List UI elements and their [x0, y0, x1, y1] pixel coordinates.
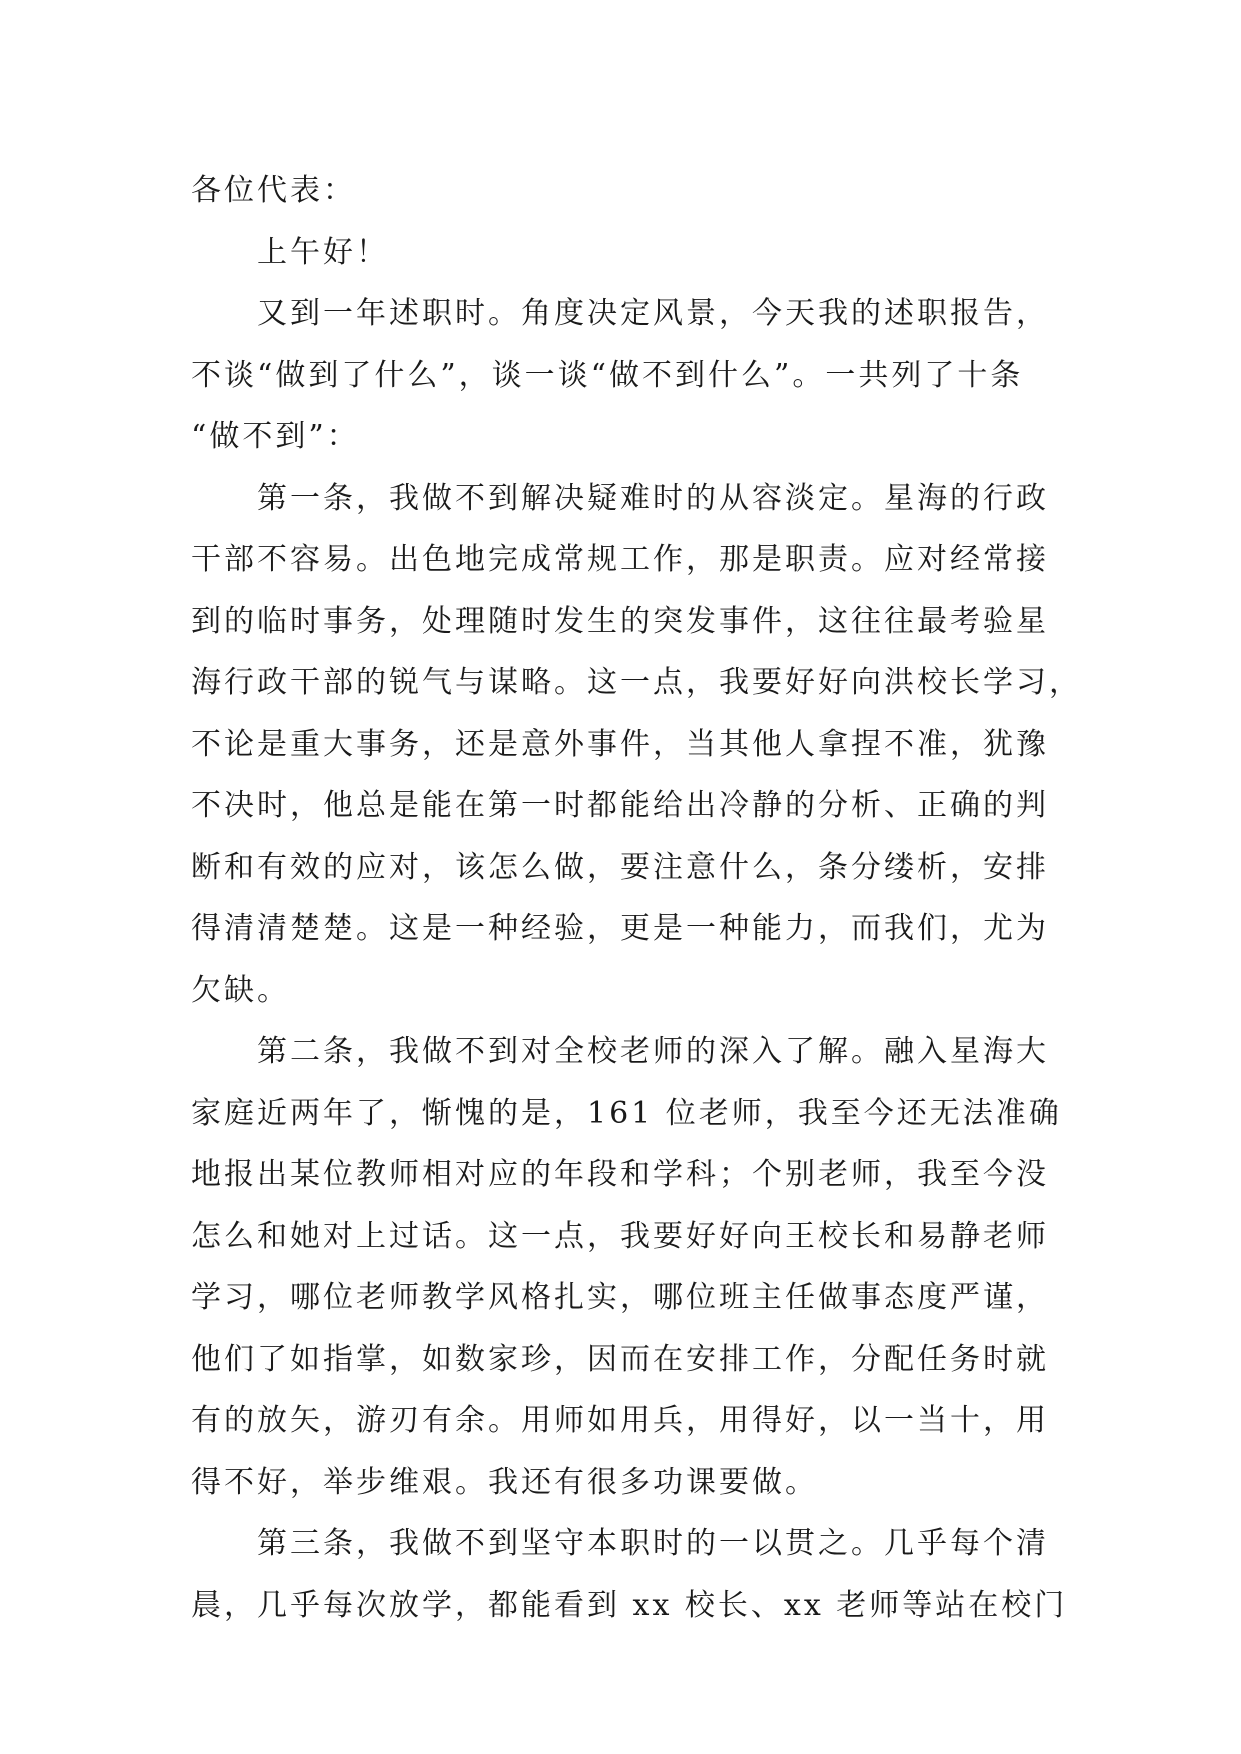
greeting: 上午好！	[257, 234, 389, 270]
paragraph-line: 家庭近两年了，惭愧的是，161 位老师，我至今还无法准确	[191, 1095, 1062, 1131]
paragraph-line: 第一条，我做不到解决疑难时的从容淡定。星海的行政	[257, 480, 1049, 516]
paragraph-line: 得不好，举步维艰。我还有很多功课要做。	[191, 1464, 818, 1500]
paragraph-line: 到的临时事务，处理随时发生的突发事件，这往往最考验星	[191, 603, 1049, 639]
paragraph-line: 不决时，他总是能在第一时都能给出冷静的分析、正确的判	[191, 788, 1049, 823]
paragraph-line: 他们了如指掌，如数家珍，因而在安排工作，分配任务时就	[191, 1341, 1049, 1377]
paragraph-line: 有的放矢，游刃有余。用师如用兵，用得好，以一当十，用	[191, 1403, 1049, 1438]
paragraph-line: 不谈“做到了什么”，谈一谈“做不到什么”。一共列了十条	[191, 357, 1024, 393]
paragraph-line: 海行政干部的锐气与谋略。这一点，我要好好向洪校长学习，	[191, 665, 1082, 700]
paragraph-line: “做不到”：	[191, 419, 360, 454]
paragraph-line: 欠缺。	[191, 972, 290, 1008]
paragraph-line: 又到一年述职时。角度决定风景，今天我的述职报告，	[257, 296, 1049, 331]
paragraph-line: 晨，几乎每次放学，都能看到 xx 校长、xx 老师等站在校门	[191, 1587, 1068, 1623]
paragraph-line: 第三条，我做不到坚守本职时的一以贯之。几乎每个清	[257, 1526, 1049, 1561]
paragraph-line: 不论是重大事务，还是意外事件，当其他人拿捏不准，犹豫	[191, 726, 1049, 762]
salutation: 各位代表：	[191, 173, 356, 208]
paragraph-line: 第二条，我做不到对全校老师的深入了解。融入星海大	[257, 1034, 1049, 1069]
document-body	[191, 160, 1082, 1636]
paragraph-line: 断和有效的应对，该怎么做，要注意什么，条分缕析，安排	[191, 849, 1049, 885]
paragraph-line: 怎么和她对上过话。这一点，我要好好向王校长和易静老师	[191, 1218, 1049, 1254]
paragraph-line: 学习，哪位老师教学风格扎实，哪位班主任做事态度严谨，	[191, 1280, 1049, 1315]
paragraph-line: 得清清楚楚。这是一种经验，更是一种能力，而我们，尤为	[191, 911, 1049, 946]
paragraph-line: 地报出某位教师相对应的年段和学科；个别老师，我至今没	[191, 1157, 1049, 1192]
paragraph-line: 干部不容易。出色地完成常规工作，那是职责。应对经常接	[191, 542, 1049, 577]
